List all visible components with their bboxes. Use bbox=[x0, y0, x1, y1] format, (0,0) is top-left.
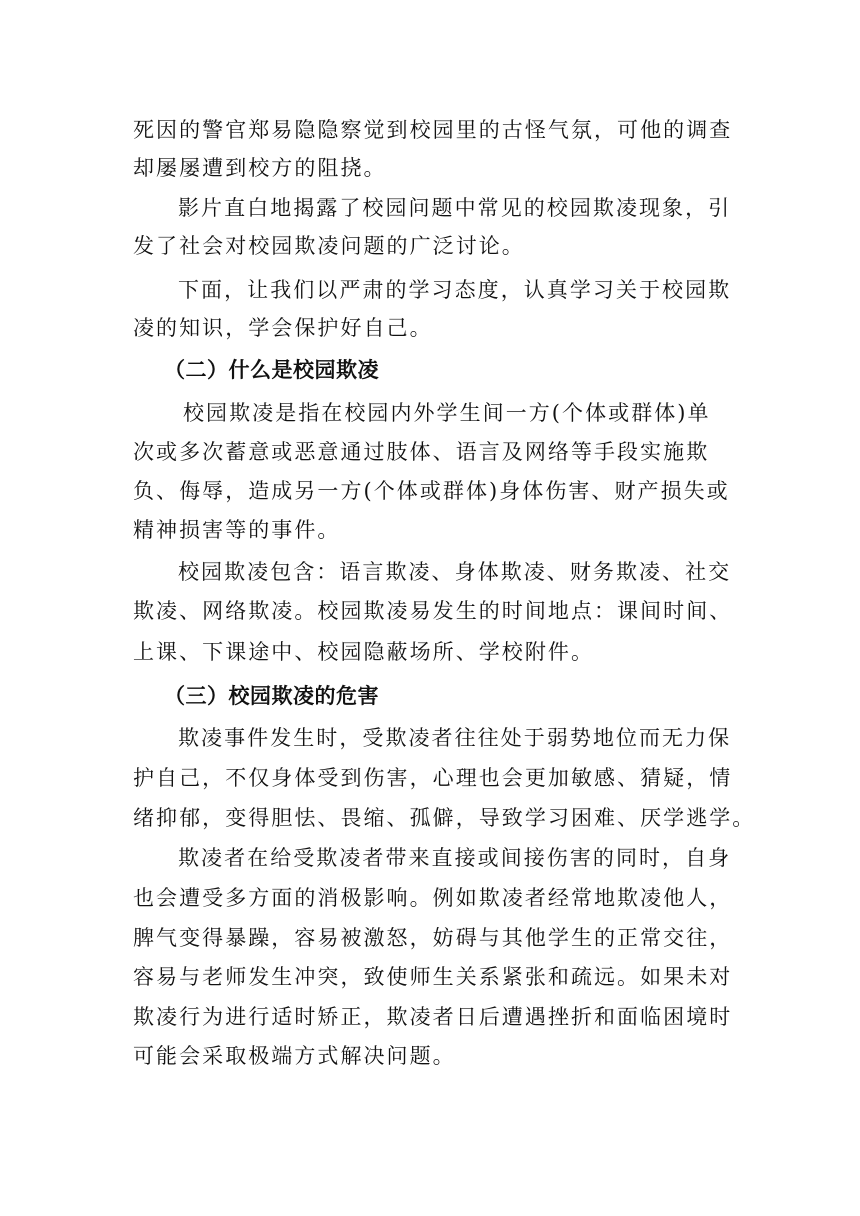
text-line: 欺凌行为进行适时矫正，欺凌者日后遭遇挫折和面临困境时 bbox=[133, 1005, 733, 1029]
text-line: 可能会采取极端方式解决问题。 bbox=[133, 1044, 456, 1068]
text-line: 绪抑郁，变得胆怯、畏缩、孤僻，导致学习困难、厌学逃学。 bbox=[133, 806, 756, 830]
text-line: 校园欺凌包含：语言欺凌、身体欺凌、财务欺凌、社交 bbox=[178, 560, 732, 584]
text-line: 护自己，不仅身体受到伤害，心理也会更加敏感、猜疑，情 bbox=[133, 766, 733, 790]
text-line: 凌的知识，学会保护好自己。 bbox=[133, 316, 433, 340]
text-line: 校园欺凌是指在校园内外学生间一方(个体或群体)单 bbox=[183, 401, 711, 425]
text-line: 容易与老师发生冲突，致使师生关系紧张和疏远。如果未对 bbox=[133, 965, 733, 989]
text-line: 也会遭受多方面的消极影响。例如欺凌者经常地欺凌他人， bbox=[133, 886, 733, 910]
text-line: 欺凌者在给受欺凌者带来直接或间接伤害的同时，自身 bbox=[178, 846, 732, 870]
text-line: 下面，让我们以严肃的学习态度，认真学习关于校园欺 bbox=[178, 278, 732, 302]
text-line: 却屡屡遭到校方的阻挠。 bbox=[133, 156, 387, 180]
text-line: 精神损害等的事件。 bbox=[133, 518, 341, 542]
section-heading: （三）校园欺凌的危害 bbox=[164, 684, 379, 708]
text-line: 负、侮辱，造成另一方(个体或群体)身体伤害、财产损失或 bbox=[133, 479, 730, 503]
text-line: 上课、下课途中、校园隐蔽场所、学校附件。 bbox=[133, 640, 594, 664]
text-line: 死因的警官郑易隐隐察觉到校园里的古怪气氛，可他的调查 bbox=[133, 118, 733, 142]
text-line: 发了社会对校园欺凌问题的广泛讨论。 bbox=[133, 234, 525, 258]
text-line: 次或多次蓄意或恶意通过肢体、语言及网络等手段实施欺 bbox=[133, 440, 710, 464]
section-heading: （二）什么是校园欺凌 bbox=[164, 358, 379, 382]
text-line: 欺凌、网络欺凌。校园欺凌易发生的时间地点：课间时间、 bbox=[133, 599, 733, 623]
text-line: 脾气变得暴躁，容易被激怒，妨碍与其他学生的正常交往， bbox=[133, 926, 733, 950]
text-line: 影片直白地揭露了校园问题中常见的校园欺凌现象，引 bbox=[178, 196, 732, 220]
text-line: 欺凌事件发生时，受欺凌者往往处于弱势地位而无力保 bbox=[178, 726, 732, 750]
